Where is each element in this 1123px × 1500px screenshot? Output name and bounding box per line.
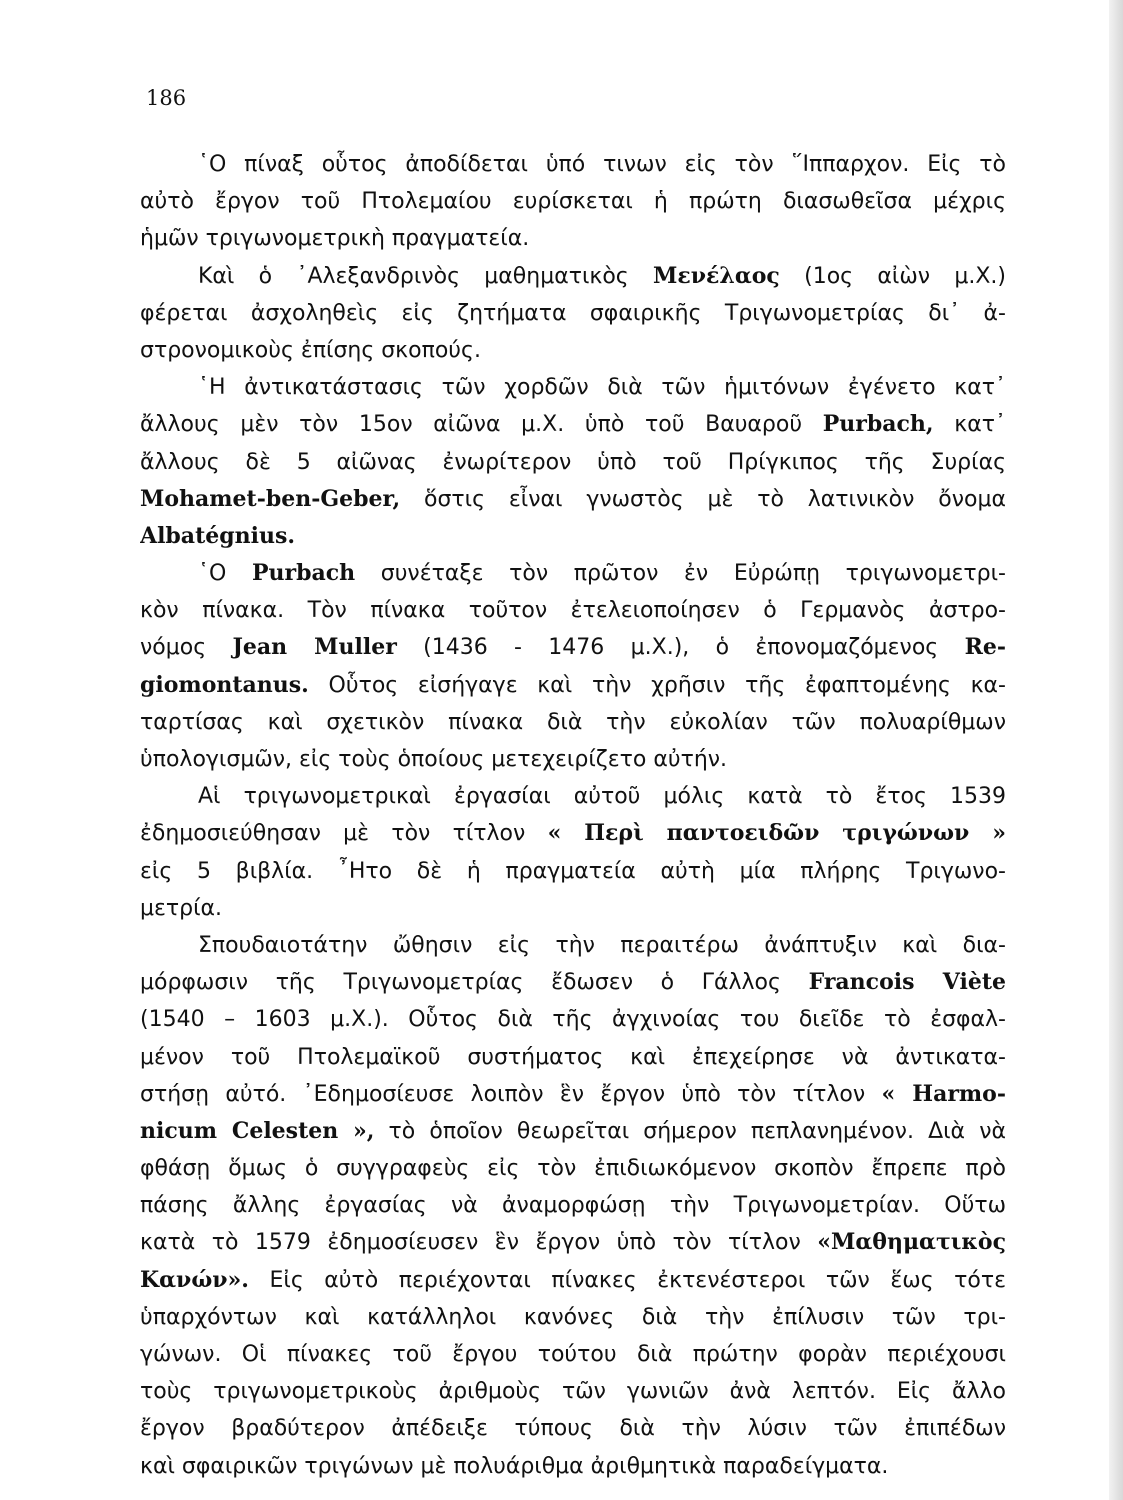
text-segment: Σπουδαιοτάτην ὤθησιν εἰς τὴν περαιτέρω ἀνάπτυξιν καὶ δια- [198, 932, 1006, 958]
paragraph [140, 927, 1006, 1485]
bold-term: giomontanus. [140, 671, 309, 698]
text-line [140, 1187, 1006, 1224]
text-line [140, 964, 1006, 1001]
text-segment: Αἱ τριγωνομετρικαὶ ἐργασίαι αὐτοῦ μόλις κατὰ τὸ ἔτος 1539 [198, 784, 1006, 810]
text-line [140, 406, 1006, 443]
text-line [140, 332, 1006, 369]
bold-term: « Harmo- [881, 1080, 1006, 1107]
text-segment: Καὶ ὁ ᾿Αλεξανδρινὸς μαθηματικὸς [198, 263, 654, 289]
bold-term: «Μαθηματικὸς [817, 1229, 1006, 1256]
text-segment: ῾Ο [198, 561, 252, 587]
text-segment: (1ος αἰὼν μ.Χ.) [779, 263, 1006, 289]
text-segment: (1540 – 1603 μ.Χ.). Οὗτος διὰ τῆς ἀγχινοίας του διεῖδε τὸ ἐσφαλ- [140, 1007, 1006, 1033]
text-line [140, 667, 1006, 704]
text-line [140, 518, 1006, 555]
text-segment: ἔργον βραδύτερον ἀπέδειξε τύπους διὰ τὴν λύσιν τῶν ἐπιπέδων [140, 1416, 1006, 1442]
body-text [140, 146, 1006, 1485]
text-segment: ἄλλους δὲ 5 αἰῶνας ἐνωρίτερον ὑπὸ τοῦ Πρίγκιπος τῆς Συρίας [140, 449, 1006, 475]
text-line [140, 1039, 1006, 1076]
text-segment: κατ᾿ [933, 412, 1006, 438]
text-line [140, 220, 1006, 257]
text-segment: ἐδημοσιεύθησαν μὲ τὸν τίτλον [140, 821, 548, 847]
text-segment: Οὗτος εἰσήγαγε καὶ τὴν χρῆσιν τῆς ἐφαπτομένης κα- [308, 672, 1006, 698]
text-segment: μετρία. [140, 895, 223, 921]
paragraph [140, 369, 1006, 555]
text-line [140, 815, 1006, 852]
bold-term: « Περὶ παντοειδῶν τριγώνων » [547, 820, 1006, 847]
text-line [140, 183, 1006, 220]
bold-term: Albatégnius. [140, 522, 295, 549]
text-segment: ὑπαρχόντων καὶ κατάλληλοι κανόνες διὰ τὴν ἐπίλυσιν τῶν τρι- [140, 1304, 1006, 1330]
text-line [140, 1113, 1006, 1150]
text-segment: πάσης ἄλλης ἐργασίας νὰ ἀναμορφώσῃ τὴν Τριγωνομετρίαν. Οὕτω [140, 1193, 1006, 1219]
text-line [140, 1336, 1006, 1373]
text-segment: (1436 - 1476 μ.Χ.), ὁ ἐπονομαζόμενος [396, 635, 965, 661]
text-line [140, 629, 1006, 666]
text-segment: μόρφωσιν τῆς Τριγωνομετρίας ἔδωσεν ὁ Γάλλος [140, 970, 809, 996]
text-line [140, 444, 1006, 481]
text-segment: ὑπολογισμῶν, εἰς τοὺς ὁποίους μετεχειρίζετο αὐτήν. [140, 747, 728, 772]
text-segment: στήσῃ αὐτό. ᾿Εδημοσίευσε λοιπὸν ἓν ἔργον ὑπὸ τὸν τίτλον [140, 1081, 882, 1107]
text-line [140, 555, 1006, 592]
text-segment: Εἰς αὐτὸ περιέχονται πίνακες ἐκτενέστεροι τῶν ἕως τότε [248, 1267, 1006, 1293]
text-segment: ῾Η ἀντικατάστασις τῶν χορδῶν διὰ τῶν ἡμιτόνων ἐγένετο κατ᾿ [198, 375, 1006, 401]
text-line [140, 1150, 1006, 1187]
bold-term: Re- [964, 634, 1006, 661]
text-line [140, 146, 1006, 183]
text-segment: φέρεται ἀσχοληθεὶς εἰς ζητήματα σφαιρικῆς Τριγωνομετρίας δι᾿ ἀ- [140, 300, 1006, 326]
text-segment: ταρτίσας καὶ σχετικὸν πίνακα διὰ τὴν εὐκολίαν τῶν πολυαρίθμων [140, 709, 1006, 735]
paragraph [140, 146, 1006, 258]
text-line [140, 853, 1006, 890]
text-line [140, 1299, 1006, 1336]
text-segment: νόμος [140, 635, 233, 661]
bold-term: Jean Muller [232, 634, 397, 661]
page-number: 186 [146, 86, 187, 110]
text-segment: ἡμῶν τριγωνομετρικὴ πραγματεία. [140, 226, 530, 252]
text-line [140, 369, 1006, 406]
text-line [140, 1410, 1006, 1447]
bold-term: Μενέλαος [653, 262, 780, 289]
text-line [140, 295, 1006, 332]
paragraph [140, 555, 1006, 778]
text-segment: τοὺς τριγωνομετρικοὺς ἀριθμοὺς τῶν γωνιῶν ἀνὰ λεπτόν. Εἰς ἄλλο [140, 1379, 1006, 1405]
text-line [140, 1001, 1006, 1038]
paragraph [140, 258, 1006, 370]
text-segment: εἰς 5 βιβλία. ῏Ητο δὲ ἡ πραγματεία αὐτὴ μία πλήρης Τριγωνο- [140, 858, 1006, 884]
bold-term: Purbach [251, 560, 356, 587]
bold-term: Κανών». [140, 1266, 249, 1293]
text-line [140, 890, 1006, 927]
text-line [140, 481, 1006, 518]
text-line [140, 778, 1006, 815]
text-line [140, 1262, 1006, 1299]
paragraph [140, 778, 1006, 927]
text-line [140, 1448, 1006, 1485]
text-segment: τὸ ὁποῖον θεωρεῖται σήμερον πεπλανημένον. Διὰ νὰ [374, 1118, 1006, 1144]
text-line [140, 927, 1006, 964]
text-segment: συνέταξε τὸν πρῶτον ἐν Εὐρώπῃ τριγωνομετρι- [355, 561, 1006, 587]
text-segment: ῾Ο πίναξ οὗτος ἀποδίδεται ὑπό τινων εἰς τὸν ῞Ιππαρχον. Εἰς τὸ [198, 152, 1006, 177]
bold-term: Purbach, [822, 411, 934, 438]
text-segment: στρονομικοὺς ἐπίσης σκοπούς. [140, 337, 481, 363]
bold-term: nicum Celesten », [140, 1117, 375, 1144]
text-segment: καὶ σφαιρικῶν τριγώνων μὲ πολυάριθμα ἀριθμητικὰ παραδείγματα. [140, 1453, 889, 1479]
text-segment: φθάσῃ ὅμως ὁ συγγραφεὺς εἰς τὸν ἐπιδιωκόμενον σκοπὸν ἔπρεπε πρὸ [140, 1156, 1006, 1182]
text-line [140, 1076, 1006, 1113]
text-segment: κὸν πίνακα. Τὸν πίνακα τοῦτον ἐτελειοποίησεν ὁ Γερμανὸς ἀστρο- [140, 598, 1006, 624]
text-segment: κατὰ τὸ 1579 ἐδημοσίευσεν ἓν ἔργον ὑπὸ τὸν τίτλον [140, 1230, 818, 1256]
text-line [140, 1224, 1006, 1261]
text-line [140, 704, 1006, 741]
text-segment: μένον τοῦ Πτολεμαϊκοῦ συστήματος καὶ ἐπεχείρησε νὰ ἀντικατα- [140, 1044, 1006, 1070]
scan-edge-shadow [1109, 0, 1123, 1500]
text-segment: ὅστις εἶναι γνωστὸς μὲ τὸ λατινικὸν ὄνομα [400, 486, 1006, 512]
text-segment: ἄλλους μὲν τὸν 15ον αἰῶνα μ.Χ. ὑπὸ τοῦ Βαυαροῦ [140, 412, 823, 438]
text-line [140, 258, 1006, 295]
text-line [140, 1373, 1006, 1410]
bold-term: Mohamet-ben-Geber, [140, 485, 401, 512]
text-segment: γώνων. Οἱ πίνακες τοῦ ἔργου τούτου διὰ πρώτην φορὰν περιέχουσι [140, 1342, 1006, 1367]
bold-term: Francois Viète [808, 969, 1006, 996]
text-line [140, 592, 1006, 629]
text-line [140, 741, 1006, 778]
text-segment: αὐτὸ ἔργον τοῦ Πτολεμαίου ευρίσκεται ἡ πρώτη διασωθεῖσα μέχρις [140, 189, 1006, 215]
